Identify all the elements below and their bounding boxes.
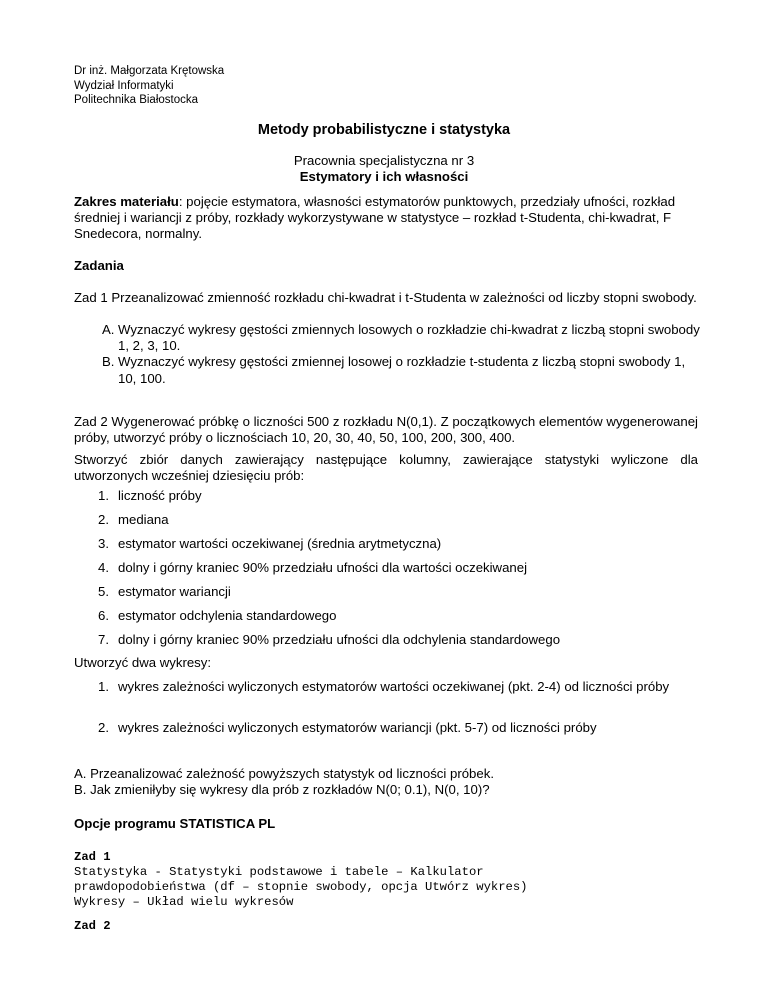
options-heading: Opcje programu STATISTICA PL	[74, 816, 276, 831]
list-item-label: A.	[102, 322, 115, 337]
lab-subtitle	[0, 153, 768, 185]
scope-label: Zakres materiału	[74, 194, 179, 209]
scope-text: : pojęcie estymatora, własności estymatorów punktowych, przedziały ufności, rozkład średniej i wariancji z próby, rozkłady wykorzystywane w statystyce – rozkład t-Studenta, chi-kwadrat, F Snedecora, normalny.	[74, 194, 676, 242]
zad2-dataset-paragraph: Stworzyć zbiór danych zawierający następujące kolumny, zawierające statystyki wyliczone dla utworzonych wcześniej dziesięciu prób:	[74, 452, 698, 484]
list-item-label: 2.	[98, 720, 109, 735]
list-item-text: wykres zależności wyliczonych estymatorów wariancji (pkt. 5-7) od liczności próby	[118, 720, 597, 735]
document-title: Metody probabilistyczne i statystyka	[257, 122, 511, 138]
list-item	[98, 608, 702, 624]
scope-paragraph	[74, 194, 698, 243]
list-item-text: dolny i górny kraniec 90% przedziału ufności dla wartości oczekiwanej	[118, 560, 528, 575]
options-zad1-line2: prawdopodobieństwa (df – stopnie swobody, opcja Utwórz wykres)	[74, 880, 528, 894]
list-item-label: 4.	[98, 560, 109, 575]
options-zad1-line1: Statystyka - Statystyki podstawowe i tabele – Kalkulator	[74, 865, 484, 879]
list-item	[98, 488, 702, 504]
list-item-label: 1.	[98, 488, 109, 503]
list-item-text: Wyznaczyć wykresy gęstości zmiennej losowej o rozkładzie t-studenta z liczbą stopni swobody 1, 10, 100.	[118, 354, 686, 386]
list-item	[98, 679, 702, 695]
list-item	[98, 584, 702, 600]
lab-topic: Estymatory i ich własności	[299, 169, 469, 184]
list-item-label: 3.	[98, 536, 109, 551]
list-item-text: estymator odchylenia standardowego	[118, 608, 337, 623]
list-item	[102, 354, 702, 386]
options-zad1-line3: Wykresy – Układ wielu wykresów	[74, 895, 294, 909]
question-b: B. Jak zmieniłyby się wykresy dla prób z rozkładów N(0; 0.1), N(0, 10)?	[74, 782, 490, 797]
zad2-intro: Zad 2 Wygenerować próbkę o liczności 500 z rozkładu N(0,1). Z początkowych elementów wygenerowanej próby, utworzyć próby o licznościach 10, 20, 30, 40, 50, 100, 200, 300, 400.	[74, 414, 698, 446]
list-item	[102, 322, 702, 354]
list-item-text: estymator wariancji	[118, 584, 231, 599]
options-zad2-label: Zad 2	[74, 919, 111, 933]
list-item	[98, 512, 702, 528]
list-item-text: mediana	[118, 512, 169, 527]
zad1-list	[102, 322, 702, 387]
list-item-label: 1.	[98, 679, 109, 694]
list-item-label: 5.	[98, 584, 109, 599]
question-a: A. Przeanalizować zależność powyższych statystyk od liczności próbek.	[74, 766, 494, 781]
list-item-label: 6.	[98, 608, 109, 623]
tasks-heading: Zadania	[74, 258, 124, 273]
list-item	[98, 720, 702, 736]
list-item-text: liczność próby	[118, 488, 202, 503]
university-name: Politechnika Białostocka	[74, 94, 199, 106]
list-item-label: 2.	[98, 512, 109, 527]
list-item-label: 7.	[98, 632, 109, 647]
list-item-text: wykres zależności wyliczonych estymatorów wartości oczekiwanej (pkt. 2-4) od liczności próby	[118, 679, 670, 694]
charts-heading: Utworzyć dwa wykresy:	[74, 655, 212, 670]
author-name: Dr inż. Małgorzata Krętowska	[74, 65, 225, 77]
list-item-text: estymator wartości oczekiwanej (średnia arytmetyczna)	[118, 536, 442, 551]
author-header	[74, 64, 224, 108]
list-item	[98, 560, 702, 576]
list-item-text: Wyznaczyć wykresy gęstości zmiennych losowych o rozkładzie chi-kwadrat z liczbą stopni swobody 1, 2, 3, 10.	[118, 322, 700, 354]
list-item	[98, 632, 702, 648]
lab-number: Pracownia specjalistyczna nr 3	[293, 153, 475, 168]
options-zad1-label: Zad 1	[74, 850, 111, 864]
faculty-name: Wydział Informatyki	[74, 79, 174, 92]
list-item	[98, 536, 702, 552]
zad1-intro: Zad 1 Przeanalizować zmienność rozkładu chi-kwadrat i t-Studenta w zależności od liczby stopni swobody.	[74, 290, 697, 305]
list-item-text: dolny i górny kraniec 90% przedziału ufności dla odchylenia standardowego	[118, 632, 561, 647]
list-item-label: B.	[102, 354, 115, 370]
